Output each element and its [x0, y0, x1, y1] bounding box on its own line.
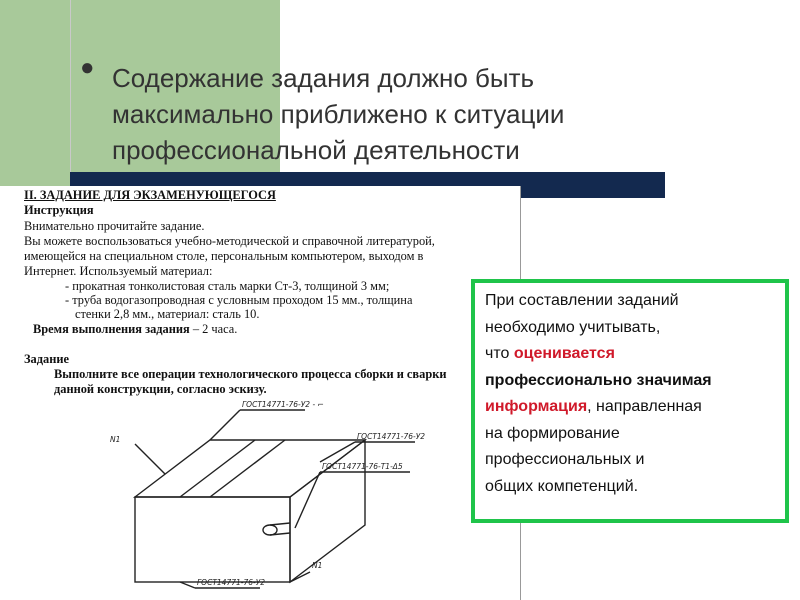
callout-line: на формирование [485, 424, 620, 442]
time-value: – 2 часа. [189, 322, 238, 336]
pipe-edge [270, 533, 290, 535]
slide-title-line: максимально приближено к ситуации [112, 99, 565, 129]
welding-sketch [80, 392, 460, 600]
drawing-label: N1 [312, 561, 323, 570]
task-line: данной конструкции, согласно эскизу. [54, 382, 267, 396]
callout-line: необходимо учитывать, [485, 318, 661, 336]
document-heading: II. ЗАДАНИЕ ДЛЯ ЭКЗАМЕНУЮЩЕГОСЯ [24, 188, 276, 202]
document-line: Вы можете воспользоваться учебно-методической и справочной литературой, [24, 234, 435, 248]
callout-line: профессиональных и [485, 451, 645, 468]
leader-line [210, 410, 240, 440]
slide-title [112, 60, 672, 168]
callout-highlight: профессионально значимая [485, 371, 712, 389]
slide-title-line: профессиональной деятельности [112, 135, 520, 165]
leader-line [290, 572, 310, 582]
callout-highlight: оценивается [513, 345, 615, 362]
callout-box [471, 279, 789, 523]
callout-highlight: информация [485, 398, 588, 415]
leader-line [295, 472, 320, 528]
slide-title-line: Содержание задания должно быть [112, 63, 535, 93]
time-line [33, 322, 237, 337]
time-label: Время выполнения задания [33, 322, 190, 336]
callout-text: , направленная [587, 398, 702, 415]
callout-line: общих компетенций. [485, 477, 639, 495]
leader-line [180, 582, 195, 588]
drawing-label: ГОСТ14771-76-У2 - ⌐ [242, 400, 324, 409]
document-line: - труба водогазопроводная с условным проходом 15 мм., толщина [65, 293, 413, 307]
box-front-face [135, 497, 290, 582]
document-line: стенки 2,8 мм., материал: сталь 10. [75, 307, 260, 321]
document-line: имеющейся на специальном столе, персональным компьютером, выходом в [24, 249, 424, 263]
drawing-label: N1 [110, 435, 121, 444]
document-line: Интернет. Используемый материал: [24, 264, 213, 278]
pipe-edge [270, 523, 290, 525]
callout-text: что [485, 345, 514, 362]
pipe-end [263, 525, 277, 535]
document-line: Внимательно прочитайте задание. [24, 219, 205, 233]
drawing-label: ГОСТ14771-76-У2 [197, 578, 266, 587]
top-partition [210, 440, 285, 497]
top-partition [180, 440, 255, 497]
bullet-icon: ● [80, 54, 95, 81]
callout-line [485, 341, 785, 368]
callout-line: При составлении заданий [485, 292, 679, 309]
drawing-label: ГОСТ14771-76-Т1-Δ5 [322, 462, 403, 471]
leader-line [135, 444, 165, 474]
callout-line [485, 394, 785, 421]
task-line: Выполните все операции технологического процесса сборки и сварки [54, 367, 447, 381]
task-title: Задание [24, 352, 69, 366]
document-line: - прокатная тонколистовая сталь марки Ст-3, толщиной 3 мм; [65, 279, 390, 293]
instruction-title: Инструкция [24, 203, 94, 217]
drawing-label: ГОСТ14771-76-У2 [357, 432, 426, 441]
